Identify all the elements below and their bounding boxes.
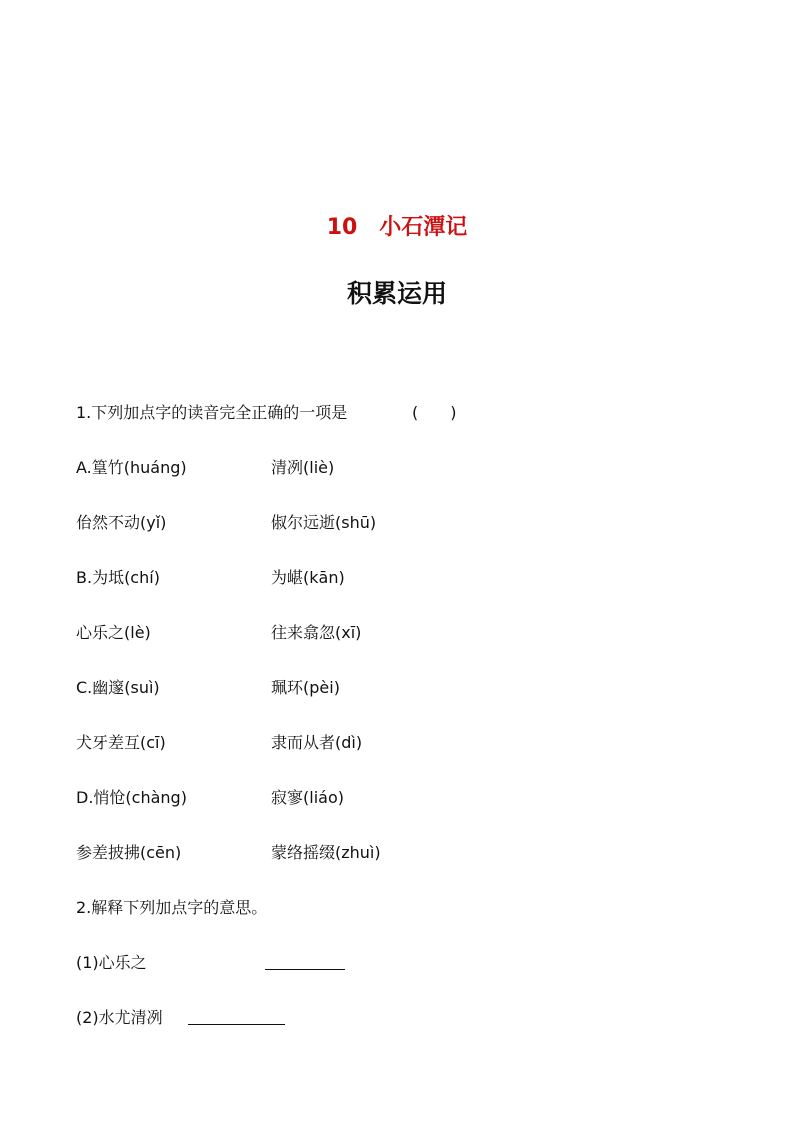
option-a-item-4: 俶尔远逝(shū)	[271, 513, 377, 532]
option-c-item-2: 珮环(pèi)	[271, 678, 340, 697]
option-b-item-3: 心乐之(lè)	[76, 623, 151, 642]
question-1-stem: 1.下列加点字的读音完全正确的一项是	[76, 403, 348, 422]
answer-parens: ( )	[412, 403, 457, 422]
question-2-stem: 2.解释下列加点字的意思。	[76, 898, 268, 917]
lesson-title: 10 小石潭记	[326, 215, 468, 240]
option-d-item-1: D.悄怆(chàng)	[76, 788, 187, 807]
option-a-item-1: A.篁竹(huáng)	[76, 458, 187, 477]
section-title: 积累运用	[346, 279, 447, 308]
option-d-item-2: 寂寥(liáo)	[271, 788, 344, 807]
answer-blank-2[interactable]	[188, 1024, 285, 1025]
option-c-item-4: 隶而从者(dì)	[271, 733, 363, 752]
option-d-item-4: 蒙络摇缀(zhuì)	[271, 843, 381, 862]
question-2-item-2: (2)水尤清冽	[76, 1008, 163, 1027]
option-a-item-3: 佁然不动(yǐ)	[76, 513, 167, 532]
answer-blank-1[interactable]	[265, 969, 345, 970]
option-b-item-2: 为嵁(kān)	[271, 568, 345, 587]
option-c-item-1: C.幽邃(suì)	[76, 678, 160, 697]
option-a-item-2: 清冽(liè)	[271, 458, 335, 477]
option-b-item-1: B.为坻(chí)	[76, 568, 160, 587]
option-c-item-3: 犬牙差互(cī)	[76, 733, 166, 752]
option-b-item-4: 往来翕忽(xī)	[271, 623, 362, 642]
question-2-item-1: (1)心乐之	[76, 953, 147, 972]
option-d-item-3: 参差披拂(cēn)	[76, 843, 182, 862]
